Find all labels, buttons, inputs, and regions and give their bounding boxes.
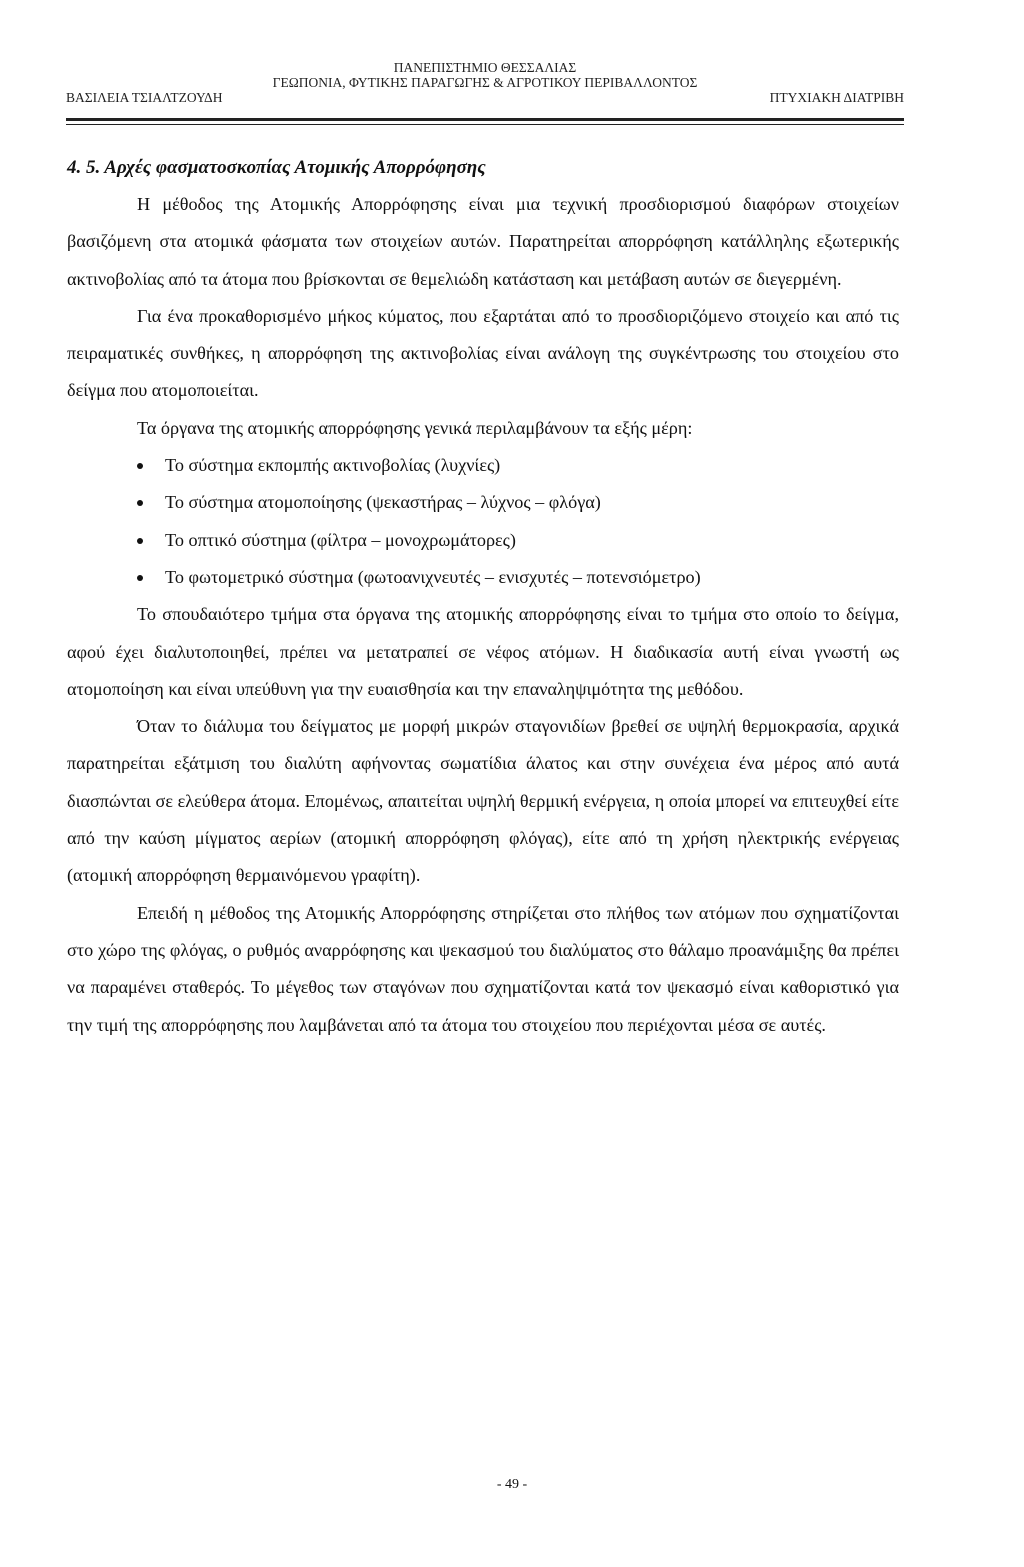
bullet-icon: [137, 500, 143, 506]
paragraph-4: Το σπουδαιότερο τμήμα στα όργανα της ατομικής απορρόφησης είναι το τμήμα στο οποίο το δείγμα, αφού έχει διαλυτοποιηθεί, πρέπει να μετατραπεί σε νέφος ατόμων. Η διαδικασία αυτή είναι γνωστή ως ατομοποίηση και είναι υπεύθυνη για την ευαισθησία και την επαναληψιμότητα της μεθόδου.: [67, 604, 899, 699]
section-heading: 4. 5. Αρχές φασματοσκοπίας Ατομικής Απορρόφησης: [67, 157, 486, 178]
bullet-icon: [137, 575, 143, 581]
header-author: ΒΑΣΙΛΕΙΑ ΤΣΙΑΛΤΖΟΥΔΗ: [66, 90, 223, 105]
list-item: [67, 484, 899, 521]
paragraph-1: Η μέθοδος της Ατομικής Απορρόφησης είναι μια τεχνική προσδιορισμού διαφόρων στοιχείων βασιζόμενη στα ατομικά φάσματα των στοιχείων αυτών. Παρατηρείται απορρόφηση κατάλληλης εξωτερικής ακτινοβολίας από τα άτομα που βρίσκονται σε θεμελιώδη κατάσταση και μετάβαση αυτών σε διεγερμένη.: [67, 194, 899, 289]
section-content: [67, 150, 899, 1044]
list-item: [67, 559, 899, 596]
list-item-text: Το οπτικό σύστημα (φίλτρα – μονοχρωμάτορες): [165, 529, 516, 550]
header-rule-thin: [66, 124, 904, 125]
list-item-text: Το σύστημα ατομοποίησης (ψεκαστήρας – λύχνος – φλόγα): [165, 492, 601, 513]
header-meta-row: [66, 90, 904, 105]
header-rule-thick: [66, 118, 904, 121]
header-department: ΓΕΩΠΟΝΙΑ, ΦΥΤΙΚΗΣ ΠΑΡΑΓΩΓΗΣ & ΑΓΡΟΤΙΚΟΥ ΠΕΡΙΒΑΛΛΟΝΤΟΣ: [272, 75, 698, 90]
list-item: [67, 522, 899, 559]
header-thesis: ΠΤΥΧΙΑΚΗ ΔΙΑΤΡΙΒΗ: [769, 90, 904, 105]
page-number: - 49 -: [496, 1477, 528, 1492]
page-header: [66, 60, 904, 105]
list-item-text: Το σύστημα εκπομπής ακτινοβολίας (λυχνίες): [165, 455, 501, 476]
header-university: ΠΑΝΕΠΙΣΤΗΜΙΟ ΘΕΣΣΑΛΙΑΣ: [393, 60, 577, 75]
list-item-text: Το φωτομετρικό σύστημα (φωτοανιχνευτές – ενισχυτές – ποτενσιόμετρο): [165, 566, 701, 587]
paragraph-6: Επειδή η μέθοδος της Ατομικής Απορρόφησης στηρίζεται στο πλήθος των ατόμων που σχηματίζονται στο χώρο της φλόγας, ο ρυθμός αναρρόφησης και ψεκασμού του διαλύματος στο θάλαμο προανάμιξης θα πρέπει να παραμένει σταθερός. Το μέγεθος των σταγόνων που σχηματίζονται κατά τον ψεκασμό είναι καθοριστικό για την τιμή της απορρόφησης που λαμβάνεται από τα άτομα του στοιχείου που περιέχονται μέσα σε αυτές.: [67, 902, 899, 1035]
paragraph-2: Για ένα προκαθορισμένο μήκος κύματος, που εξαρτάται από το προσδιοριζόμενο στοιχείο και από τις πειραματικές συνθήκες, η απορρόφηση της ακτινοβολίας είναι ανάλογη της συγκέντρωσης του στοιχείου στο δείγμα που ατομοποιείται.: [67, 305, 899, 401]
bullet-icon: [137, 463, 143, 469]
list-item: [67, 447, 899, 484]
paragraph-5: Όταν το διάλυμα του δείγματος με μορφή μικρών σταγονιδίων βρεθεί σε υψηλή θερμοκρασία, αρχικά παρατηρείται εξάτμιση του διαλύτη αφήνοντας σωματίδια άλατος και στην συνέχεια ένα μέρος από αυτά διασπώνται σε ελεύθερα άτομα. Επομένως, απαιτείται υψηλή θερμική ενέργεια, η οποία μπορεί να επιτευχθεί είτε από την καύση μίγματος αερίων (ατομική απορρόφηση φλόγας), είτε από τη χρήση ηλεκτρικής ενέργειας (ατομική απορρόφηση θερμαινόμενου γραφίτη).: [67, 716, 899, 886]
bullet-icon: [137, 538, 143, 544]
components-list: [67, 447, 899, 596]
paragraph-3: Τα όργανα της ατομικής απορρόφησης γενικά περιλαμβάνουν τα εξής μέρη:: [137, 417, 693, 438]
